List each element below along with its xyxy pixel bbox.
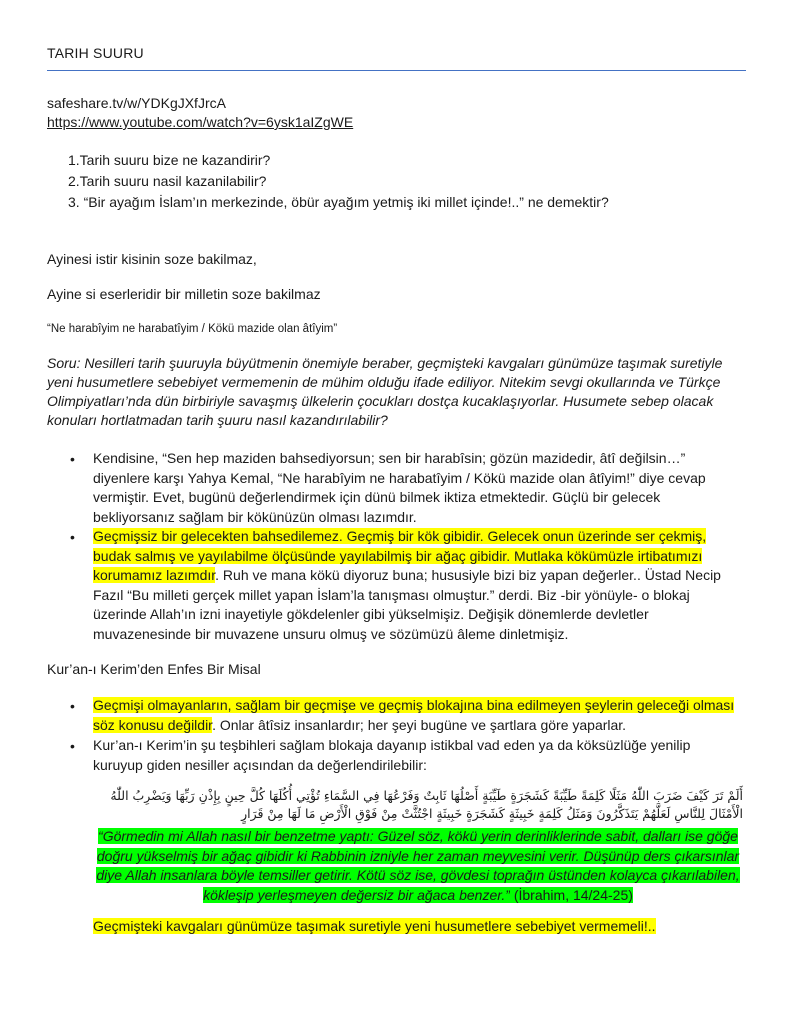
question-2: 2.Tarih suuru nasil kazanilabilir? [68, 173, 267, 189]
bullet-dot: • [70, 698, 75, 714]
highlighted-text: Geçmişi olmayanların, sağlam bir geçmişe ve geçmiş blokajına bina edilmeyen şeylerin geleceği olması söz konusu değildir [93, 697, 735, 733]
document-title: TARIH SUURU [47, 45, 144, 61]
highlighted-text: Geçmişsiz bir gelecekten bahsedilemez. Geçmiş bir kök gibidir. Gelecek onun üzerinde ser çekmiş, budak salmış ve yayılabilme ölçüsünde yayılabilmiş bir ağaç gibidir. Mutlaka kökümüzle irtibatımızı korumamız lazımdır [93, 528, 707, 583]
youtube-link[interactable]: https://www.youtube.com/watch?v=6ysk1aIZgWE [47, 114, 354, 130]
question-1: 1.Tarih suuru bize ne kazandirir? [68, 152, 271, 168]
bullet-paragraph-3 [93, 696, 743, 735]
verse-translation [93, 827, 743, 905]
saying-line-2: Ayine si eserleridir bir milletin soze bakilmaz [47, 286, 321, 302]
arabic-verse: أَلَمْ تَرَ كَيْفَ ضَرَبَ اللّٰهُ مَثَلًا كَلِمَةً طَيِّبَةً كَشَجَرَةٍ طَيِّبَةٍ أَصْلُهَا ثَابِتٌ وَفَرْعُهَا فِي السَّمَاءِ تُؤْتِي أُكُلَهَا كُلَّ حِينٍ بِإِذْنِ رَبِّهَا وَيَضْرِبُ اللّٰهُ الْأَمْثَالَ لِلنَّاسِ لَعَلَّهُمْ يَتَذَكَّرُونَ وَمَثَلُ كَلِمَةٍ خَبِيثَةٍ كَشَجَرَةٍ خَبِيثَةٍ اجْتُثَّتْ مِنْ فَوْقِ الْأَرْضِ مَا لَهَا مِنْ قَرَارٍ [110, 788, 743, 821]
question-3: 3. “Bir ayağım İslam’ın merkezinde, öbür ayağım yetmiş iki millet içinde!..” ne demektir? [68, 194, 609, 210]
paragraph-text: Kur’an-ı Kerim’in şu teşbihleri sağlam blokaja dayanıp istikbal vad eden ya da köksüzlüğe yenilip kuruyup giden nesiller açısından da değerlendirilebilir: [93, 737, 691, 773]
bullet-paragraph-2 [93, 527, 743, 644]
paragraph-text: . Onlar âtîsiz insanlardır; her şeyi bugüne ve şartlara göre yaparlar. [212, 716, 627, 733]
final-note: Geçmişteki kavgaları günümüze taşımak suretiyle yeni husumetlere sebebiyet vermemeli!.. [93, 918, 656, 934]
bullet-dot: • [70, 451, 75, 467]
safeshare-link-text: safeshare.tv/w/YDKgJXfJrcA [47, 95, 226, 111]
section-heading: Kur’an-ı Kerim’den Enfes Bir Misal [47, 661, 261, 677]
bullet-paragraph-1 [93, 449, 743, 527]
bullet-dot: • [70, 529, 75, 545]
paragraph-text: Kendisine, “Sen hep maziden bahsediyorsun; sen bir harabîsin; gözün mazidedir, âtî değilsin…” diyenlere karşı Yahya Kemal, “Ne harabîyim ne harabatîyim / Kökü mazide olan âtîyim!” diye cevap vermiştir. Evet, bugünü değerlendirmek için dünü bilmek iktiza etmektedir. Güçlü bir gelecek bekliyorsanız sağlam bir kökünüzün olması lazımdır. [93, 450, 706, 525]
saying-line-1: Ayinesi istir kisinin soze bakilmaz, [47, 251, 257, 267]
verse-translation-text: “Görmedin mi Allah nasıl bir benzetme yaptı: Güzel söz, kökü yerin derinliklerinde sabit, dalları ise göğe doğru yükselmiş bir ağaç gibidir ki Rabbinin izniyle her zaman meyvesini verir. Düşünüp ders çıkarsınlar diye Allah insanlara böyle temsiller getirir. Kötü söz ise, gövdesi toprağın üstünden kolayca çıkarılabilen, kökleşip yerleşmeyen değersiz bir ağaca benzer.” [96, 828, 740, 903]
yahya-kemal-quote: “Ne harabîyim ne harabatîyim / Kökü mazide olan âtîyim” [47, 323, 338, 335]
soru-paragraph: Soru: Nesilleri tarih şuuruyla büyütmenin önemiyle beraber, geçmişteki kavgaları günümüze taşımak suretiyle yeni husumetlere sebebiyet vermemenin de mühim olduğu ifade ediliyor. Nitekim sevgi okullarında ve Türkçe Olimpiyatları’nda dün birbiriyle savaşmış ülkelerin çocukları dostça kucaklaşıyorlar. Husumete sebep olacak konuları hortlatmadan tarih şuuru nasıl kazandırılabilir? [47, 355, 723, 428]
bullet-dot: • [70, 738, 75, 754]
verse-reference: (İbrahim, 14/24-25) [509, 886, 633, 903]
paragraph-text: . Ruh ve mana kökü diyoruz buna; hususiyle bizi biz yapan değerler.. Üstad Necip Fazıl “Bu milleti gerçek millet yapan İslam’la tanışması olmuştur.” derdi. Biz -bir yönüyle- o blokaj üzerinde Allah’ın izni inayetiyle gökdelenler gibi yükselmişiz. Değişik dönemlerde devletler muvazenesinde bir muvazene unsuru olmuş ve sözümüzü âleme dinletmişiz. [93, 567, 721, 642]
bullet-paragraph-4 [93, 736, 743, 775]
title-underline-rule [47, 70, 746, 71]
